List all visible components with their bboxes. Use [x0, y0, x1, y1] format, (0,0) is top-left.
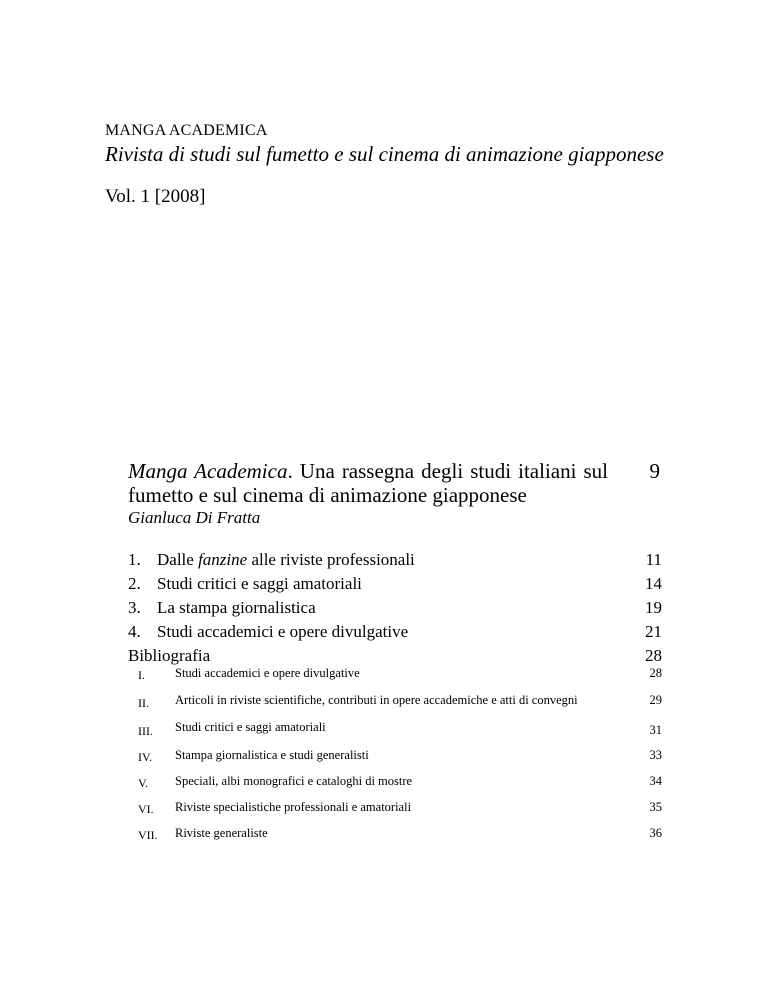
bibliography-page: 34: [649, 774, 662, 788]
section-page: 11: [645, 550, 662, 569]
bibliography-label: Riviste generaliste: [175, 826, 268, 840]
volume-label: Vol. 1 [2008]: [105, 186, 206, 207]
bibliography-item[interactable]: [128, 748, 662, 768]
bibliography-label: Speciali, albi monografici e cataloghi di mostre: [175, 774, 413, 788]
section-item-bibliografia[interactable]: [128, 644, 662, 668]
bibliography-roman: V.: [138, 776, 149, 790]
article-title-rest: . Una rassegna degli studi italiani sul fumetto e sul cinema di animazione giapponese: [128, 459, 608, 507]
section-label-emphasis: fanzine: [198, 550, 248, 569]
bibliography-item[interactable]: [128, 826, 662, 846]
bibliography-label: Studi accademici e opere divulgative: [175, 666, 360, 680]
section-label: Studi critici e saggi amatoriali: [157, 574, 362, 593]
section-number: 1.: [128, 550, 141, 569]
bibliography-roman: VI.: [138, 802, 154, 816]
bibliography-page: 35: [649, 800, 662, 814]
bibliography-item[interactable]: [128, 800, 662, 820]
bibliography-page: 29: [649, 693, 662, 707]
bibliography-item[interactable]: [128, 720, 662, 740]
bibliography-item[interactable]: [128, 774, 662, 794]
section-label-suffix: alle riviste professionali: [247, 550, 415, 569]
bibliography-item[interactable]: [128, 666, 662, 686]
bibliography-item[interactable]: [128, 693, 662, 721]
bibliography-label: Stampa giornalistica e studi generalisti: [175, 748, 369, 762]
bibliography-roman: II.: [138, 696, 149, 710]
bibliography-page: 36: [649, 826, 662, 840]
article-author: Gianluca Di Fratta: [128, 508, 261, 527]
section-page: 19: [645, 598, 662, 617]
article-title-italic: Manga Academica: [128, 459, 288, 483]
bibliography-page: 31: [649, 723, 662, 737]
section-item[interactable]: [128, 572, 662, 596]
article-title[interactable]: [128, 459, 608, 507]
section-page: 28: [645, 646, 662, 665]
section-number: 3.: [128, 598, 141, 617]
section-page: 21: [645, 622, 662, 641]
section-number: 2.: [128, 574, 141, 593]
bibliography-label: Studi critici e saggi amatoriali: [175, 720, 326, 734]
section-item[interactable]: [128, 596, 662, 620]
section-label: [157, 548, 415, 572]
bibliography-roman: IV.: [138, 750, 153, 764]
section-label: Studi accademici e opere divulgative: [157, 622, 409, 641]
bibliography-label: Articoli in riviste scientifiche, contributi in opere accademiche e atti di convegni: [175, 693, 578, 707]
section-label: Bibliografia: [128, 646, 211, 665]
journal-name: MANGA ACADEMICA: [105, 122, 268, 139]
bibliography-roman: III.: [138, 724, 153, 738]
section-item[interactable]: [128, 620, 662, 644]
section-label: La stampa giornalistica: [157, 598, 316, 617]
bibliography-page: 28: [649, 666, 662, 680]
bibliography-roman: I.: [138, 668, 145, 682]
bibliography-roman: VII.: [138, 828, 158, 842]
section-list: [128, 548, 662, 668]
section-number: 4.: [128, 622, 141, 641]
section-label-prefix: Dalle: [157, 550, 199, 569]
section-item[interactable]: [128, 548, 662, 572]
bibliography-label: Riviste specialistiche professionali e amatoriali: [175, 800, 412, 814]
bibliography-page: 33: [649, 748, 662, 762]
article-page-number: 9: [649, 459, 660, 483]
section-page: 14: [645, 574, 662, 593]
journal-subtitle: Rivista di studi sul fumetto e sul cinema di animazione giapponese: [105, 142, 664, 166]
